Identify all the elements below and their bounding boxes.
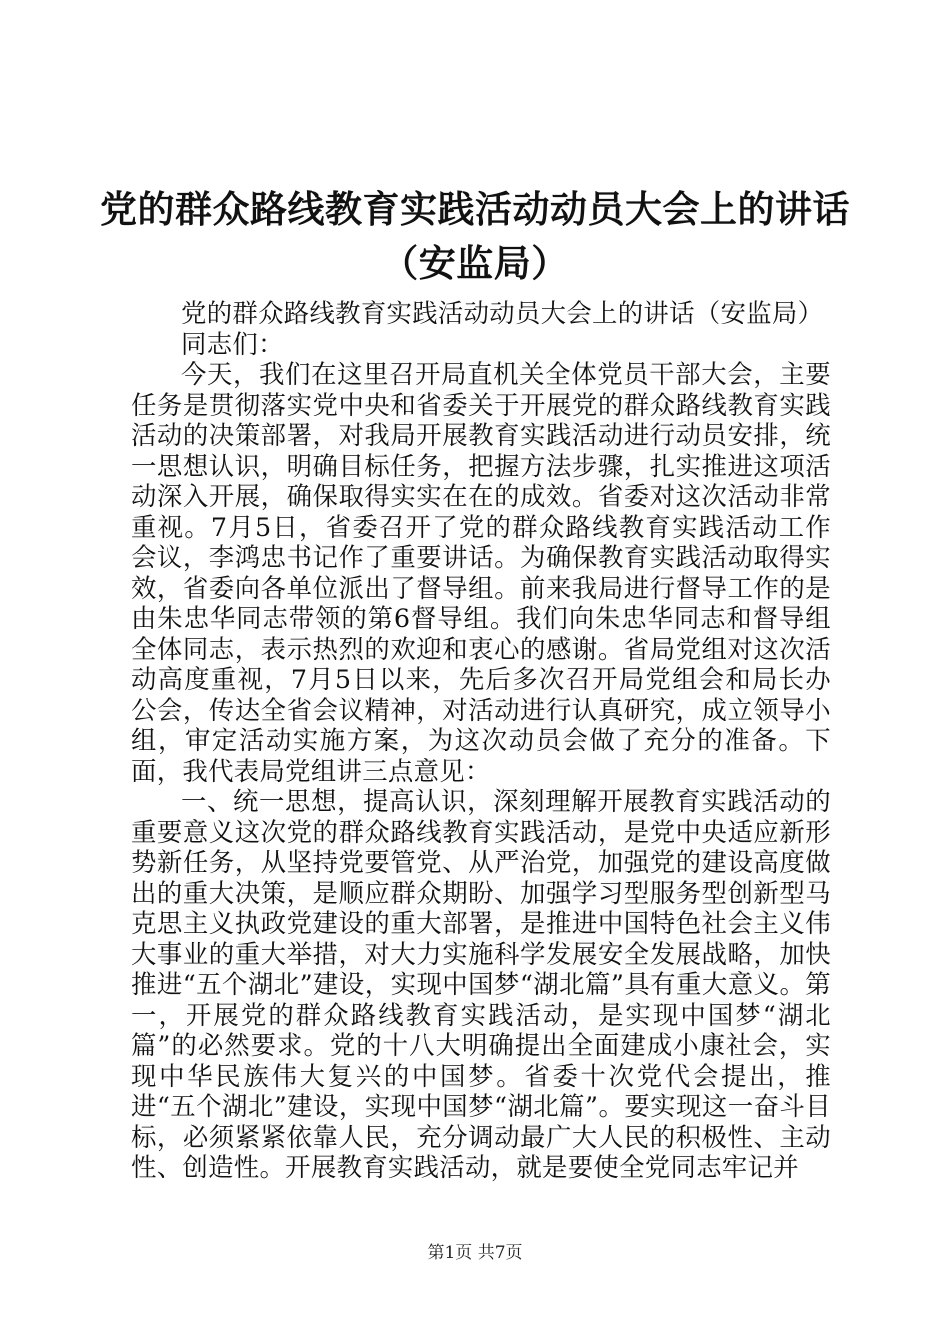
- paragraph: 一、统一思想，提高认识，深刻理解开展教育实践活动的重要意义这次党的群众路线教育实践活动，是党中央适应新形势新任务，从坚持党要管党、从严治党，加强党的建设高度做出的重大决策，是顺应群众期盼、加强学习型服务型创新型马克思主义执政党建设的重大部署，是推进中国特色社会主义伟大事业的重大举措，对大力实施科学发展安全发展战略，加快推进“五个湖北”建设，实现中国梦“湖北篇”具有重大意义。第一，开展党的群众路线教育实践活动，是实现中国梦“湖北篇”的必然要求。党的十八大明确提出全面建成小康社会，实现中华民族伟大复兴的中国梦。省委十次党代会提出，推进“五个湖北”建设，实现中国梦“湖北篇”。要实现这一奋斗目标，必须紧紧依靠人民，充分调动最广大人民的积极性、主动性、创造性。开展教育实践活动，就是要使全党同志牢记并: [131, 786, 831, 1182]
- paragraph: 同志们：: [181, 328, 284, 359]
- paragraph: 今天，我们在这里召开局直机关全体党员干部大会，主要任务是贯彻落实党中央和省委关于开展党的群众路线教育实践活动的决策部署，对我局开展教育实践活动进行动员安排，统一思想认识，明确目标任务，把握方法步骤，扎实推进这项活动深入开展，确保取得实实在在的成效。省委对这次活动非常重视。7月5日，省委召开了党的群众路线教育实践活动工作会议，李鸿忠书记作了重要讲话。为确保教育实践活动取得实效，省委向各单位派出了督导组。前来我局进行督导工作的是由朱忠华同志带领的第6督导组。我们向朱忠华同志和督导组全体同志，表示热烈的欢迎和衷心的感谢。省局党组对这次活动高度重视，7月5日以来，先后多次召开局党组会和局长办公会，传达全省会议精神，对活动进行认真研究，成立领导小组，审定活动实施方案，为这次动员会做了充分的准备。下面，我代表局党组讲三点意见：: [131, 359, 831, 786]
- document-body: [131, 298, 831, 1183]
- paragraph: 党的群众路线教育实践活动动员大会上的讲话（安监局）: [181, 298, 824, 328]
- page-footer: 第1页 共7页: [427, 1243, 523, 1263]
- document-title-subtitle: （安监局）: [381, 242, 569, 285]
- document-title: 党的群众路线教育实践活动动员大会上的讲话: [100, 188, 850, 231]
